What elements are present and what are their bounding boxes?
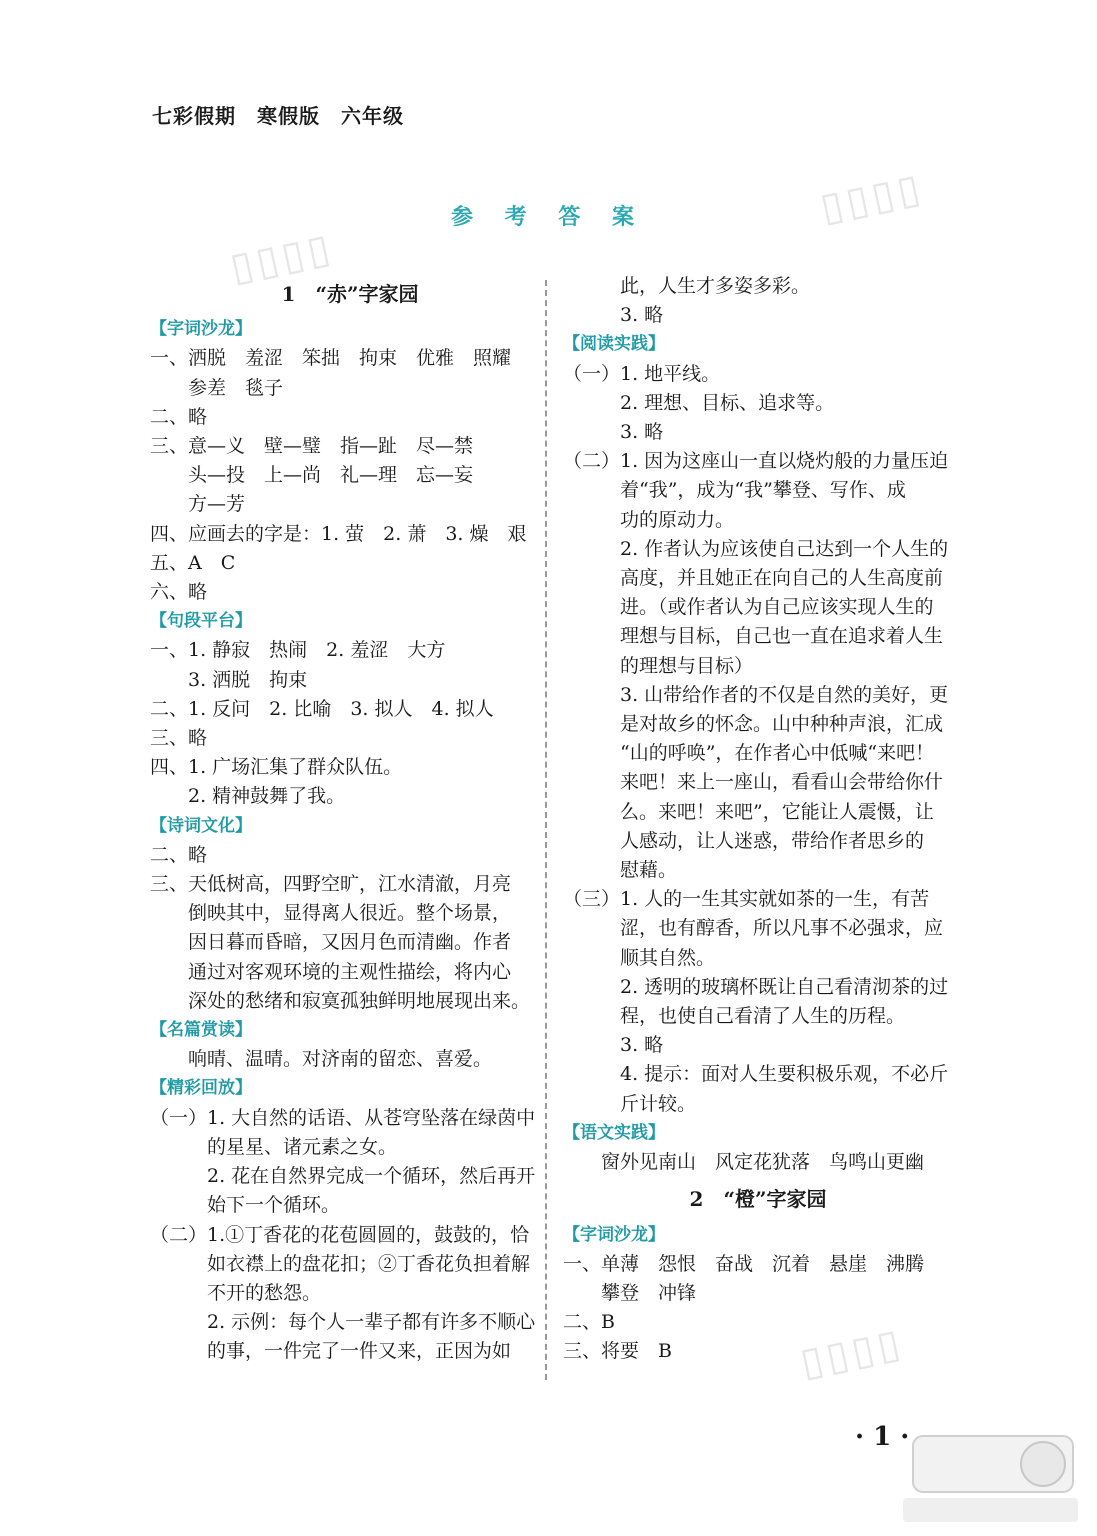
answer-line: 二、B [563,1311,615,1334]
answer-line: 人感动，让人迷惑，带给作者思乡的 [620,829,925,852]
answer-line: 3. 略 [620,1034,664,1057]
answer-line: 程，也使自己看清了人生的历程。 [620,1005,906,1028]
answer-line: 2. 花在自然界完成一个循环，然后再开 [207,1165,536,1188]
answer-line: 涩，也有醇香，所以凡事不必强求，应 [620,917,944,940]
answer-line: 深处的愁绪和寂寞孤独鲜明地展现出来。 [188,989,531,1012]
answer-line: 2. 精神鼓舞了我。 [188,785,346,808]
answer-line: 着“我”，成为“我”攀登、写作、成 [620,479,906,502]
answer-line: 顺其自然。 [620,946,716,969]
answer-line: 六、略 [150,581,208,604]
answer-line: 3. 略 [620,421,664,444]
answer-line: （一）1. 地平线。 [563,362,721,385]
answer-line: 2. 示例：每个人一辈子都有许多不顺心 [207,1311,536,1334]
section-heading: 【精彩回放】 [150,1078,252,1099]
answer-line: 始下一个循环。 [207,1194,341,1217]
section-heading: 【名篇赏读】 [150,1020,252,1041]
unit-title: 2 “橙”字家园 [689,1187,827,1212]
answer-line: 4. 提示：面对人生要积极乐观，不必斤 [620,1063,949,1086]
answer-line: 2. 透明的玻璃杯既让自己看清沏茶的过 [620,975,949,998]
answer-line: 功的原动力。 [620,508,735,531]
answer-line: （一）1. 大自然的话语、从苍穹坠落在绿茵中 [150,1106,536,1129]
answer-line: 窗外见南山 风定花犹落 鸟鸣山更幽 [601,1151,925,1174]
section-heading: 【字词沙龙】 [563,1224,665,1245]
answer-line: 一、洒脱 羞涩 笨拙 拘束 优雅 照耀 [150,347,512,370]
answer-line: 三、将要 B [563,1340,672,1363]
answer-line: 倒映其中，显得离人很近。整个场景， [188,902,512,925]
watermark-graphic: ▯▯▯▯ [796,1319,908,1387]
answer-line: 3. 略 [620,304,664,327]
watermark-graphic: ▯▯▯▯ [226,224,338,292]
answer-line: 2. 作者认为应该使自己达到一个人生的 [620,537,949,560]
section-heading: 【句段平台】 [150,611,252,632]
answer-line: 一、1. 静寂 热闹 2. 羞涩 大方 [150,639,446,662]
answer-line: 方—芳 [188,493,246,516]
answer-line: 2. 理想、目标、追求等。 [620,391,835,414]
answer-line: 高度，并且她正在向自己的人生高度前 [620,567,944,590]
answer-line: 三、天低树高，四野空旷，江水清澈，月亮 [150,873,512,896]
answer-line: 进。（或作者认为自己应该实现人生的 [620,596,934,619]
right-column [563,272,953,1367]
watermark-graphic: ▯▯▯▯ [816,164,928,232]
answer-line: 通过对客观环境的主观性描绘，将内心 [188,960,512,983]
watermark-logo-icon [893,1428,1083,1528]
page-number: · 1 · [855,1422,910,1452]
answer-line: 五、A C [150,551,236,574]
answer-line: 慰藉。 [620,859,678,882]
answer-line: 攀登 冲锋 [601,1281,697,1304]
answer-line: 三、略 [150,727,208,750]
answer-line: 3. 山带给作者的不仅是自然的美好，更 [620,683,949,706]
answer-line: 是对故乡的怀念。山中种种声浪，汇成 [620,713,944,736]
book-header: 七彩假期 寒假版 六年级 [152,104,404,128]
answer-line: 四、应画去的字是：1. 萤 2. 萧 3. 燥 艰 [150,522,527,545]
answer-line: 四、1. 广场汇集了群众队伍。 [150,756,403,779]
answer-line: 的星星、诸元素之女。 [207,1135,398,1158]
unit-title: 1 “赤”字家园 [281,282,419,306]
answer-line: 如衣襟上的盘花扣；②丁香花负担着解 [207,1252,531,1275]
left-column [150,272,550,1367]
answer-line: 理想与目标，自己也一直在追求着人生 [620,625,944,648]
column-divider [545,280,547,1380]
answer-line: 三、意—义 壁—璧 指—趾 尽—禁 [150,435,474,458]
answer-line: 此，人生才多姿多彩。 [620,275,811,297]
answer-line: 头—投 上—尚 礼—理 忘—妄 [188,464,474,487]
answer-line: （二）1. 因为这座山一直以烧灼般的力量压迫 [563,450,949,473]
answer-line: “山的呼唤”，在作者心中低喊“来吧！ [620,742,935,765]
answer-line: 二、略 [150,405,208,428]
section-heading: 【诗词文化】 [150,815,252,836]
answer-line: 二、1. 反问 2. 比喻 3. 拟人 4. 拟人 [150,697,494,720]
answer-line: 斤计较。 [620,1092,697,1115]
answer-line: 参差 毯子 [188,376,284,399]
answer-line: 二、略 [150,843,208,866]
answer-line: 3. 洒脱 拘束 [188,668,308,691]
section-heading: 【字词沙龙】 [150,319,252,340]
page-title: 参 考 答 案 [451,205,646,230]
answer-line: 响晴、温晴。对济南的留恋、喜爱。 [188,1048,493,1071]
answer-line: 不开的愁怨。 [207,1281,322,1304]
answer-line: 因日暮而昏暗，又因月色而清幽。作者 [188,931,512,954]
answer-line: 一、单薄 怨恨 奋战 沉着 悬崖 沸腾 [563,1252,925,1275]
section-heading: 【阅读实践】 [563,334,665,355]
answer-line: （二）1.①丁香花的花苞圆圆的，鼓鼓的，恰 [150,1223,530,1246]
answer-line: 来吧！来上一座山，看看山会带给你什 [620,771,944,794]
answer-line: （三）1. 人的一生其实就如茶的一生，有苦 [563,888,930,911]
section-heading: 【语文实践】 [563,1122,665,1143]
answer-line: 的理想与目标） [620,654,754,677]
answer-line: 么。来吧！来吧”，它能让人震慑，让 [620,800,934,823]
answer-line: 的事，一件完了一件又来，正因为如 [207,1340,512,1363]
